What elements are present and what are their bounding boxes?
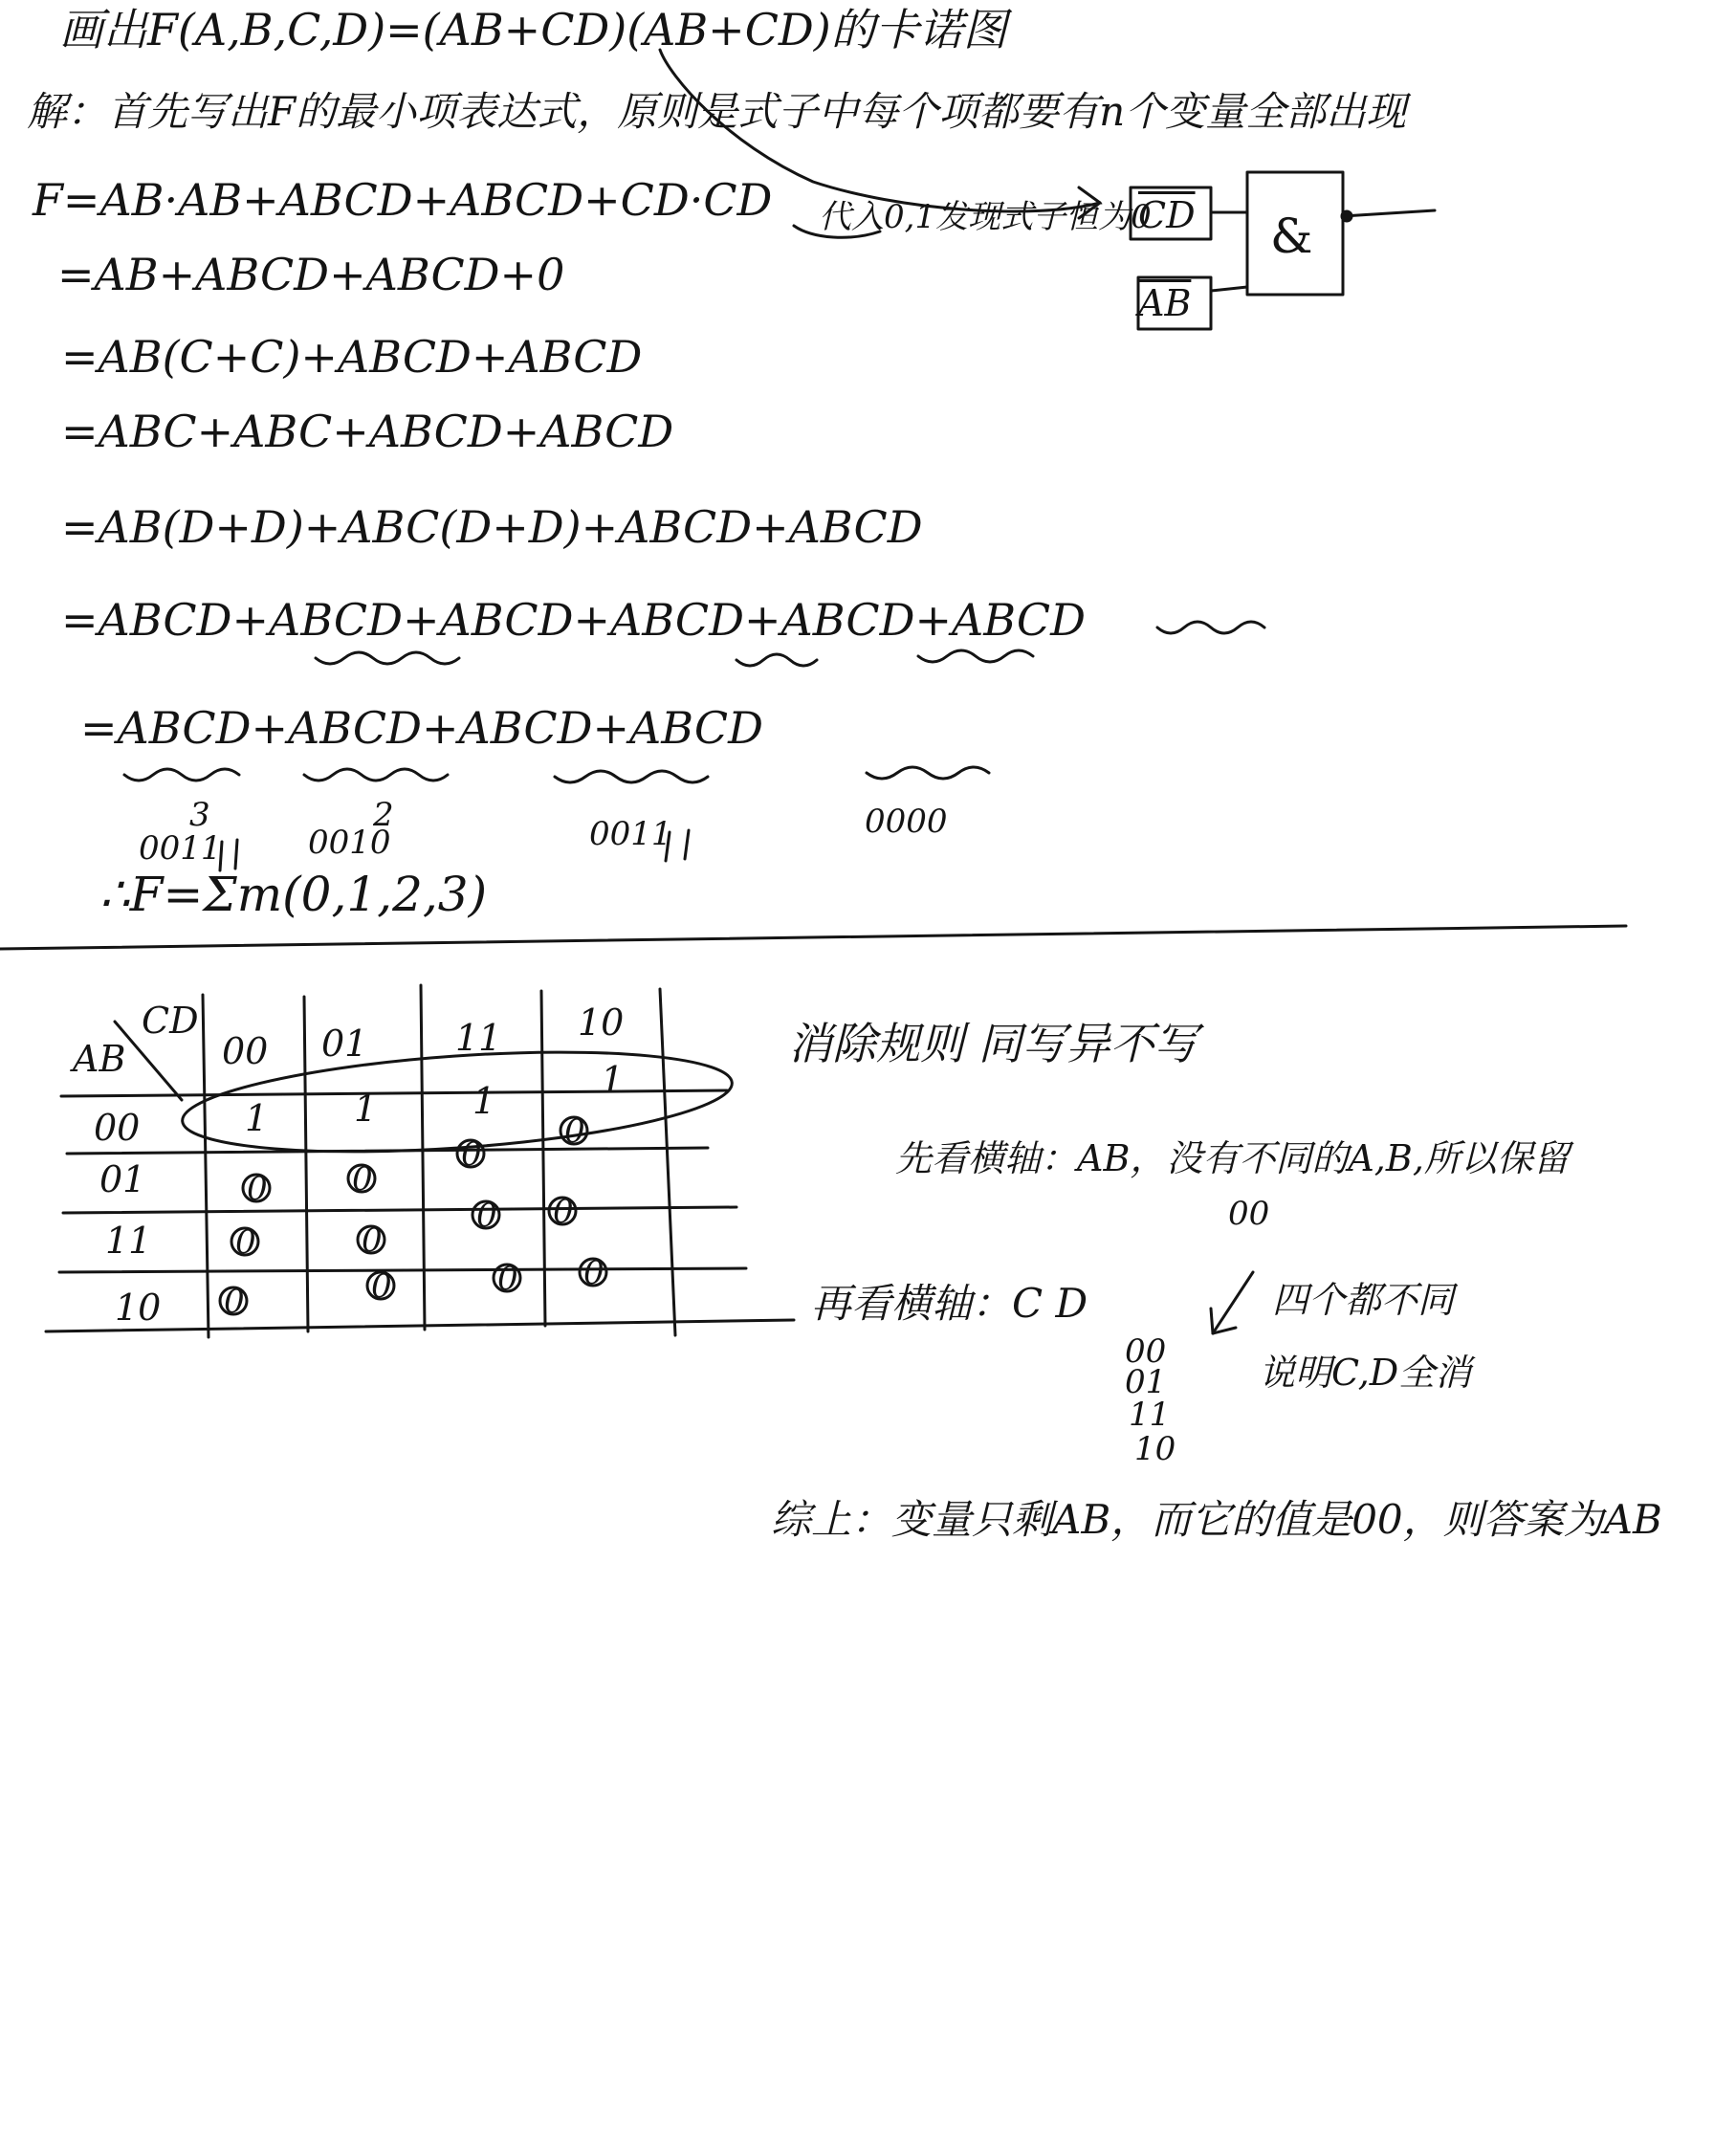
kmap-row-header: 11 xyxy=(105,1220,152,1262)
arrow-curve xyxy=(660,50,1100,211)
note-step1-sub: 00 xyxy=(1228,1195,1270,1233)
kmap-col-header: 01 xyxy=(321,1023,368,1065)
minterm-code: 0011 xyxy=(589,815,672,853)
side-note: 代入0,1发现式子恒为0 xyxy=(819,198,1152,236)
note-conclusion: 综上：变量只剩AB，而它的值是00，则答案为AB xyxy=(771,1496,1662,1543)
note-step2-note: 四个都不同 xyxy=(1272,1279,1455,1321)
section-divider xyxy=(0,926,1626,949)
kmap-cell: 1 xyxy=(601,1059,625,1101)
kmap-cell: 1 xyxy=(354,1088,378,1130)
minterm-code: 0011 xyxy=(139,829,222,868)
minterm-code: 0010 xyxy=(308,824,391,862)
derivation-line-2: =AB+ABCD+ABCD+0 xyxy=(57,249,565,300)
result-expression: ∴F=Σm(0,1,2,3) xyxy=(99,867,488,922)
kmap-cell: 0 xyxy=(224,1283,245,1321)
gate-input-box-bottom xyxy=(1138,277,1211,329)
kmap-row-header: 00 xyxy=(94,1107,141,1149)
note-step1: 先看横轴：AB，没有不同的A,B,所以保留 xyxy=(895,1137,1570,1179)
minterm-code: 0000 xyxy=(865,803,948,841)
kmap-col-header: 10 xyxy=(578,1001,625,1044)
kmap-col-header: 00 xyxy=(222,1030,269,1072)
kmap-row-header: 10 xyxy=(115,1287,162,1329)
derivation-line-1: F=AB·AB+ABCD+ABCD+CD·CD xyxy=(33,174,773,226)
kmap-cell: 0 xyxy=(352,1160,373,1199)
kmap-cell: 0 xyxy=(497,1260,518,1298)
note-step2-col: 10 xyxy=(1134,1430,1176,1468)
gate-symbol: & xyxy=(1270,209,1313,264)
gate-input-box-top xyxy=(1131,187,1211,239)
kmap-col-header: 11 xyxy=(455,1017,502,1059)
and-gate-body xyxy=(1247,172,1343,295)
note-step2-col: 01 xyxy=(1125,1363,1167,1401)
note-step2: 再看横轴：C D xyxy=(811,1280,1088,1327)
kmap-cell: 0 xyxy=(461,1135,482,1174)
kmap-cell: 0 xyxy=(247,1170,268,1208)
gate-input-bottom: $\overline{AB}$ xyxy=(1138,282,1192,324)
kmap-cell: 0 xyxy=(583,1254,604,1292)
note-step2-col: 11 xyxy=(1129,1396,1171,1434)
gate-input-top: $\overline{CD}$ xyxy=(1138,194,1196,236)
derivation-line-5: =AB(D+D)+ABC(D+D)+ABCD+ABCD xyxy=(61,501,923,553)
kmap-cell: 0 xyxy=(371,1267,392,1306)
kmap-cell: 0 xyxy=(235,1223,256,1262)
derivation-line-6: =ABCD+ABCD+ABCD+ABCD+ABCD+ABCD xyxy=(61,594,1086,646)
note-rule: 消除规则 同写异不写 xyxy=(788,1018,1198,1069)
kmap-cell: 0 xyxy=(553,1193,574,1231)
note-step2-col: 00 xyxy=(1125,1332,1167,1371)
kmap-row-var: AB xyxy=(73,1038,126,1080)
kmap-cell: 1 xyxy=(472,1080,496,1122)
solution-intro: 解：首先写出F的最小项表达式，原则是式子中每个项都要有n个变量全部出现 xyxy=(27,88,1407,135)
kmap-col-var: CD xyxy=(142,1000,199,1042)
problem-title: 画出F(A,B,C,D)=(AB+CD)(AB+CD)的卡诺图 xyxy=(59,4,1007,55)
kmap-cell: 1 xyxy=(245,1097,269,1139)
kmap-cell: 0 xyxy=(564,1112,585,1151)
note-step2-note2: 说明C,D全消 xyxy=(1259,1352,1472,1394)
minterm-index: 2 xyxy=(373,796,394,834)
kmap-cell: 0 xyxy=(362,1221,383,1260)
kmap-cell: 0 xyxy=(476,1197,497,1235)
derivation-line-3: =AB(C+C)+ABCD+ABCD xyxy=(61,331,643,383)
gate-output xyxy=(1343,210,1435,216)
kmap-row-header: 01 xyxy=(99,1158,146,1200)
minterm-index: 3 xyxy=(189,796,210,834)
derivation-line-7: =ABCD+ABCD+ABCD+ABCD xyxy=(80,702,763,754)
gate-output-dot xyxy=(1342,211,1351,221)
derivation-line-4: =ABC+ABC+ABCD+ABCD xyxy=(61,406,674,457)
